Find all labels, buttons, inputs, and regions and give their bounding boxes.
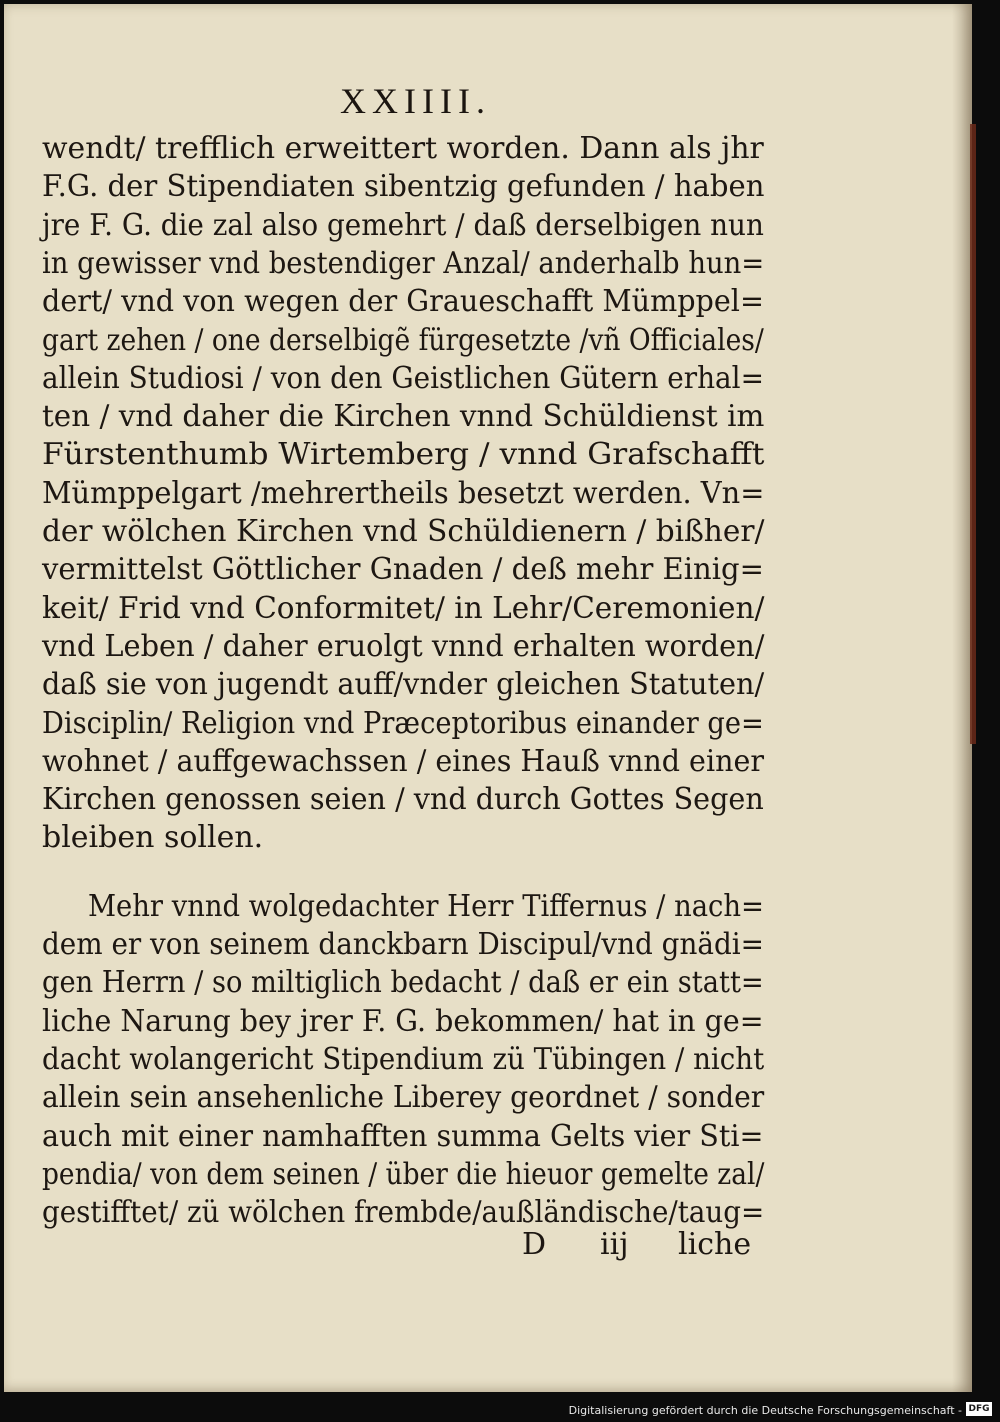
- text-line: ten / vnd daher die Kirchen vnnd Schüldienst im: [42, 399, 765, 435]
- page-edge-stain: [970, 124, 976, 744]
- text-line: Kirchen genossen seien / vnd durch Gottes Segen: [42, 782, 764, 818]
- text-line: gart zehen / one derselbigẽ fürgesetzte /vñ Officiales/: [42, 322, 764, 358]
- text-line: Disciplin/ Religion vnd Præceptoribus einander ge=: [42, 705, 764, 741]
- text-line: wendt/ trefflich erweittert worden. Dann als jhr: [42, 131, 764, 166]
- text-line: der wölchen Kirchen vnd Schüldienern / bißher/: [42, 514, 765, 549]
- text-line: dem er von seinem danckbarn Discipul/vnd gnädi=: [42, 927, 764, 962]
- text-line: Mehr vnnd wolgedachter Herr Tiffernus / nach=: [88, 888, 765, 924]
- text-line: vnd Leben / daher eruolgt vnnd erhalten worden/: [42, 628, 765, 664]
- footer-credit: Digitalisierung gefördert durch die Deutsche Forschungsgemeinschaft -: [568, 1404, 962, 1417]
- text-line: pendia/ von dem seinen / über die hieuor gemelte zal/: [42, 1156, 765, 1192]
- text-line: gestifftet/ zü wölchen frembde/außländische/taug=: [42, 1195, 765, 1231]
- text-line: keit/ Frid vnd Conformitet/ in Lehr/Ceremonien/: [42, 590, 765, 626]
- signature-mark: D: [522, 1227, 547, 1263]
- text-line: vermittelst Göttlicher Gnaden / deß mehr Einig=: [42, 552, 764, 588]
- text-line: dert/ vnd von wegen der Graueschafft Mümppel=: [42, 284, 764, 320]
- text-line: F.G. der Stipendiaten sibentzig gefunden / haben: [42, 169, 765, 205]
- text-line: jre F. G. die zal also gemehrt / daß derselbigen nun: [42, 207, 764, 243]
- text-line: allein Studiosi / von den Geistlichen Gütern erhal=: [42, 360, 764, 396]
- text-line: auch mit einer namhafften summa Gelts vier Sti=: [42, 1118, 764, 1154]
- signature-leaf: iij: [600, 1227, 629, 1263]
- folio-number: XXIIII.: [340, 81, 491, 121]
- text-line: gen Herrn / so miltiglich bedacht / daß er ein statt=: [42, 965, 764, 1001]
- text-line: liche Narung bey jrer F. G. bekommen/ hat in ge=: [42, 1003, 764, 1039]
- dfg-logo: DFG: [966, 1402, 992, 1416]
- text-line: Fürstenthumb Wirtemberg / vnnd Grafschafft: [42, 437, 765, 473]
- text-line: in gewisser vnd bestendiger Anzal/ anderhalb hun=: [42, 245, 765, 281]
- text-line: dacht wolangericht Stipendium zü Tübingen / nicht: [42, 1041, 765, 1077]
- text-line: bleiben sollen.: [42, 820, 264, 856]
- catchword: liche: [678, 1227, 752, 1263]
- text-line: wohnet / auffgewachssen / eines Hauß vnnd einer: [42, 743, 764, 779]
- text-line: daß sie von jugendt auff/vnder gleichen Statuten/: [42, 667, 765, 703]
- text-line: Mümppelgart /mehrertheils besetzt werden. Vn=: [42, 475, 765, 511]
- page-gutter-shadow: [952, 4, 972, 1392]
- text-line: allein sein ansehenliche Liberey geordnet / sonder: [42, 1080, 765, 1116]
